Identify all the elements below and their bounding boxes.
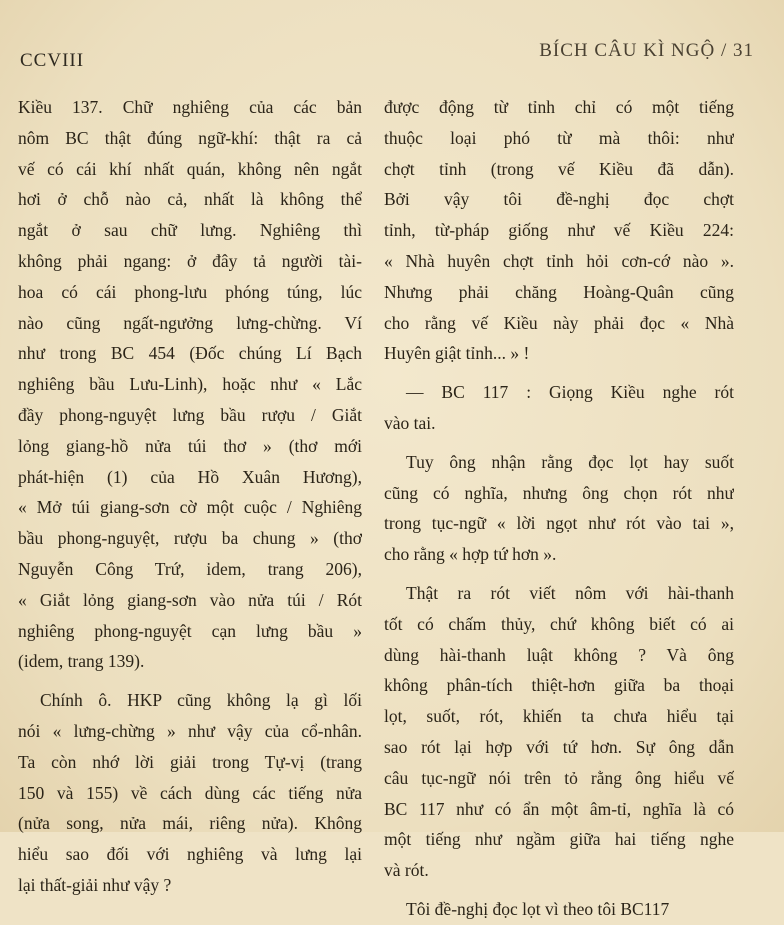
text-line: nghiêng bầu Lưu-Linh), hoặc như « Lắc [18,374,362,395]
text-line: Ta còn nhớ lời giải trong Tự-vị (trang [18,751,362,772]
text-line: hơi ở chỗ nào cả, nhất là không thể [18,189,362,210]
text-line: chợt tỉnh (trong vế Kiều đã dẫn). [384,158,734,179]
text-line: BC 117 như có ẩn một âm-tỉ, nghĩa là có [384,798,734,819]
text-line: thuộc loại phó từ mà thôi: như [384,127,734,148]
text-line: tỉnh, từ-pháp giống như vế Kiều 224: [384,220,734,241]
text-line: cho rằng « hợp tứ hơn ». [384,544,557,565]
text-line: nghiêng phong-nguyệt cạn lưng bầu » [18,620,362,641]
text-line: Huyên giật tỉnh... » ! [384,343,530,364]
right-column [384,92,734,925]
text-line: trong tục-ngữ « lời ngọt như rót vào tai », [384,513,734,534]
text-line: vế có cái khí nhất quán, không nên ngắt [18,158,362,179]
text-line: Bởi vậy tôi đề-nghị đọc chợt [384,189,734,210]
text-line: một tiếng như ngầm giữa hai tiếng nghe [384,829,734,850]
text-line: Tôi đề-nghị đọc lọt vì theo tôi BC117 [406,898,670,919]
text-line: vào tai. [384,412,436,433]
page-number-roman: CCVIII [20,50,85,71]
text-line: Chính ô. HKP cũng không lạ gì lối [40,690,362,711]
text-line: « Mở túi giang-sơn cờ một cuộc / Nghiêng [18,497,362,518]
text-line: Tuy ông nhận rằng đọc lọt hay suốt [406,451,734,472]
paragraph-gap [384,570,734,578]
text-line: « Nhà huyên chợt tỉnh hỏi cơn-cớ nào ». [384,250,734,271]
text-line: câu tục-ngữ nói trên tỏ rằng ông hiểu vế [384,767,734,788]
text-line: sao rót lại hợp với tứ hơn. Sự ông dẫn [384,736,734,757]
text-line: bầu phong-nguyệt, rượu ba chung » (thơ [18,528,362,549]
text-line: cũng có nghĩa, nhưng ông chọn rót như [384,482,734,503]
text-line: lọt, suốt, rót, khiến ta chưa hiểu tại [384,706,734,727]
text-line: nói « lưng-chừng » như vậy của cổ-nhân. [18,720,362,741]
paragraph-gap [384,886,734,894]
text-line: không phải ngang: ở đây tả người tài- [18,250,362,271]
text-line: lại thất-giải như vậy ? [18,874,172,895]
text-line: lỏng giang-hồ nửa túi thơ » (thơ mới [18,435,362,456]
text-line: cho rằng vế Kiều này phải đọc « Nhà [384,312,734,333]
paragraph-gap [384,369,734,377]
text-line: được động từ tỉnh chỉ có một tiếng [384,97,734,117]
text-line: tốt có chấm thủy, chứ không biết có ai [384,613,734,634]
text-line: hoa có cái phong-lưu phóng túng, lúc [18,281,362,302]
running-header: BÍCH CÂU KÌ NGỘ / 31 [539,40,754,61]
text-line: và rót. [384,860,429,881]
text-line: Thật ra rót viết nôm với hài-thanh [406,582,734,603]
text-line: phát-hiện (1) của Hồ Xuân Hương), [18,466,362,487]
text-line: « Giắt lỏng giang-sơn vào nửa túi / Rót [18,589,362,610]
text-line: Nhưng phải chăng Hoàng-Quân cũng [384,281,734,302]
text-line: — BC 117 : Giọng Kiều nghe rót [406,382,734,403]
left-column [18,92,362,901]
text-line: hiểu sao đối với nghiêng và lưng lại [18,844,362,865]
text-line: Nguyễn Công Trứ, idem, trang 206), [18,558,362,579]
text-line: nào cũng ngất-ngưởng lưng-chừng. Ví [18,312,362,333]
text-line: (nửa song, nửa mái, riêng nửa). Không [18,813,362,834]
text-line: (idem, trang 139). [18,651,145,672]
text-line: 150 và 155) về cách dùng các tiếng nửa [18,782,362,803]
text-line: ngắt ở sau chữ lưng. Nghiêng thì [18,220,362,241]
paragraph-gap [384,439,734,447]
paragraph-gap [18,677,362,685]
text-line: không phân-tích thiệt-hơn giữa ba thoại [384,675,734,696]
text-line: nôm BC thật đúng ngữ-khí: thật ra cả [18,127,362,148]
text-line: dùng hài-thanh luật không ? Và ông [384,644,734,665]
text-line: đầy phong-nguyệt lưng bầu rượu / Giắt [18,404,362,425]
text-line: như trong BC 454 (Đốc chúng Lí Bạch [18,343,362,364]
text-line: Kiều 137. Chữ nghiêng của các bản [18,97,362,117]
